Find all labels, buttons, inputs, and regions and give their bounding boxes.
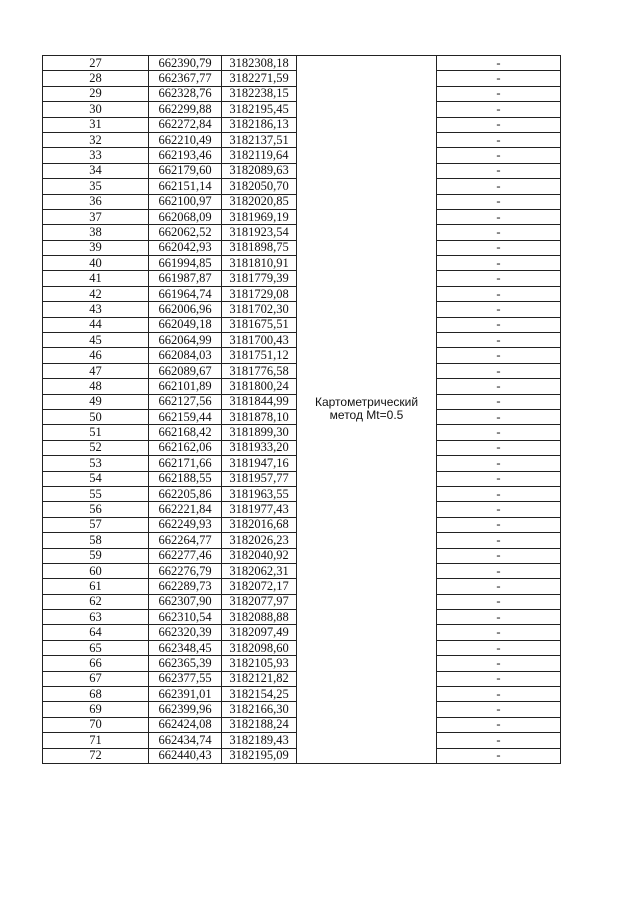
y-coordinate-cell: 3182062,31: [222, 563, 297, 578]
value-cell: -: [437, 440, 561, 455]
y-coordinate-cell: 3181751,12: [222, 348, 297, 363]
y-coordinate-cell: 3182154,25: [222, 687, 297, 702]
point-number-cell: 33: [43, 148, 149, 163]
x-coordinate-cell: 662365,39: [149, 656, 222, 671]
value-cell: -: [437, 425, 561, 440]
x-coordinate-cell: 662205,86: [149, 486, 222, 501]
point-number-cell: 27: [43, 56, 149, 71]
x-coordinate-cell: 662064,99: [149, 333, 222, 348]
point-number-cell: 49: [43, 394, 149, 409]
value-cell: -: [437, 625, 561, 640]
point-number-cell: 48: [43, 379, 149, 394]
y-coordinate-cell: 3182089,63: [222, 163, 297, 178]
value-cell: -: [437, 86, 561, 101]
point-number-cell: 59: [43, 548, 149, 563]
value-cell: -: [437, 348, 561, 363]
value-cell: -: [437, 656, 561, 671]
value-cell: -: [437, 194, 561, 209]
y-coordinate-cell: 3182188,24: [222, 717, 297, 732]
x-coordinate-cell: 662320,39: [149, 625, 222, 640]
point-number-cell: 71: [43, 733, 149, 748]
y-coordinate-cell: 3181776,58: [222, 363, 297, 378]
point-number-cell: 56: [43, 502, 149, 517]
point-number-cell: 52: [43, 440, 149, 455]
value-cell: -: [437, 209, 561, 224]
x-coordinate-cell: 662391,01: [149, 687, 222, 702]
value-cell: -: [437, 717, 561, 732]
table-body: [43, 56, 561, 764]
point-number-cell: 57: [43, 517, 149, 532]
y-coordinate-cell: 3182026,23: [222, 533, 297, 548]
y-coordinate-cell: 3181933,20: [222, 440, 297, 455]
x-coordinate-cell: 661994,85: [149, 256, 222, 271]
point-number-cell: 66: [43, 656, 149, 671]
value-cell: -: [437, 579, 561, 594]
point-number-cell: 69: [43, 702, 149, 717]
point-number-cell: 55: [43, 486, 149, 501]
value-cell: -: [437, 225, 561, 240]
value-cell: -: [437, 594, 561, 609]
point-number-cell: 50: [43, 409, 149, 424]
point-number-cell: 42: [43, 286, 149, 301]
y-coordinate-cell: 3181700,43: [222, 333, 297, 348]
y-coordinate-cell: 3182238,15: [222, 86, 297, 101]
point-number-cell: 30: [43, 102, 149, 117]
point-number-cell: 43: [43, 302, 149, 317]
x-coordinate-cell: 662277,46: [149, 548, 222, 563]
value-cell: -: [437, 671, 561, 686]
x-coordinate-cell: 662221,84: [149, 502, 222, 517]
point-number-cell: 70: [43, 717, 149, 732]
value-cell: -: [437, 179, 561, 194]
point-number-cell: 47: [43, 363, 149, 378]
point-number-cell: 53: [43, 456, 149, 471]
value-cell: -: [437, 317, 561, 332]
y-coordinate-cell: 3181779,39: [222, 271, 297, 286]
value-cell: -: [437, 240, 561, 255]
y-coordinate-cell: 3182137,51: [222, 132, 297, 147]
y-coordinate-cell: 3182166,30: [222, 702, 297, 717]
value-cell: -: [437, 733, 561, 748]
point-number-cell: 31: [43, 117, 149, 132]
x-coordinate-cell: 662089,67: [149, 363, 222, 378]
point-number-cell: 41: [43, 271, 149, 286]
y-coordinate-cell: 3182077,97: [222, 594, 297, 609]
point-number-cell: 35: [43, 179, 149, 194]
x-coordinate-cell: 662062,52: [149, 225, 222, 240]
value-cell: -: [437, 409, 561, 424]
y-coordinate-cell: 3181923,54: [222, 225, 297, 240]
value-cell: -: [437, 563, 561, 578]
point-number-cell: 45: [43, 333, 149, 348]
table-row: [43, 56, 561, 71]
x-coordinate-cell: 662179,60: [149, 163, 222, 178]
x-coordinate-cell: 661987,87: [149, 271, 222, 286]
point-number-cell: 72: [43, 748, 149, 763]
y-coordinate-cell: 3181977,43: [222, 502, 297, 517]
y-coordinate-cell: 3181810,91: [222, 256, 297, 271]
point-number-cell: 39: [43, 240, 149, 255]
y-coordinate-cell: 3182050,70: [222, 179, 297, 194]
point-number-cell: 60: [43, 563, 149, 578]
y-coordinate-cell: 3182072,17: [222, 579, 297, 594]
y-coordinate-cell: 3182195,09: [222, 748, 297, 763]
point-number-cell: 68: [43, 687, 149, 702]
y-coordinate-cell: 3182020,85: [222, 194, 297, 209]
point-number-cell: 67: [43, 671, 149, 686]
y-coordinate-cell: 3182308,18: [222, 56, 297, 71]
point-number-cell: 65: [43, 640, 149, 655]
y-coordinate-cell: 3182040,92: [222, 548, 297, 563]
point-number-cell: 51: [43, 425, 149, 440]
point-number-cell: 32: [43, 132, 149, 147]
y-coordinate-cell: 3181800,24: [222, 379, 297, 394]
value-cell: -: [437, 610, 561, 625]
y-coordinate-cell: 3182119,64: [222, 148, 297, 163]
y-coordinate-cell: 3181963,55: [222, 486, 297, 501]
x-coordinate-cell: 662084,03: [149, 348, 222, 363]
y-coordinate-cell: 3181729,08: [222, 286, 297, 301]
y-coordinate-cell: 3181969,19: [222, 209, 297, 224]
y-coordinate-cell: 3181844,99: [222, 394, 297, 409]
x-coordinate-cell: 662307,90: [149, 594, 222, 609]
x-coordinate-cell: 662210,49: [149, 132, 222, 147]
x-coordinate-cell: 662264,77: [149, 533, 222, 548]
value-cell: -: [437, 456, 561, 471]
point-number-cell: 28: [43, 71, 149, 86]
x-coordinate-cell: 662367,77: [149, 71, 222, 86]
y-coordinate-cell: 3181957,77: [222, 471, 297, 486]
x-coordinate-cell: 662159,44: [149, 409, 222, 424]
point-number-cell: 62: [43, 594, 149, 609]
x-coordinate-cell: 662068,09: [149, 209, 222, 224]
point-number-cell: 44: [43, 317, 149, 332]
x-coordinate-cell: 662299,88: [149, 102, 222, 117]
value-cell: -: [437, 471, 561, 486]
y-coordinate-cell: 3182195,45: [222, 102, 297, 117]
value-cell: -: [437, 302, 561, 317]
x-coordinate-cell: 662434,74: [149, 733, 222, 748]
value-cell: -: [437, 548, 561, 563]
y-coordinate-cell: 3181702,30: [222, 302, 297, 317]
x-coordinate-cell: 662289,73: [149, 579, 222, 594]
x-coordinate-cell: 662188,55: [149, 471, 222, 486]
y-coordinate-cell: 3181675,51: [222, 317, 297, 332]
point-number-cell: 36: [43, 194, 149, 209]
value-cell: -: [437, 148, 561, 163]
value-cell: -: [437, 71, 561, 86]
value-cell: -: [437, 271, 561, 286]
x-coordinate-cell: 662310,54: [149, 610, 222, 625]
x-coordinate-cell: 662193,46: [149, 148, 222, 163]
point-number-cell: 46: [43, 348, 149, 363]
x-coordinate-cell: 662042,93: [149, 240, 222, 255]
value-cell: -: [437, 748, 561, 763]
y-coordinate-cell: 3181878,10: [222, 409, 297, 424]
value-cell: -: [437, 640, 561, 655]
point-number-cell: 38: [43, 225, 149, 240]
x-coordinate-cell: 662249,93: [149, 517, 222, 532]
y-coordinate-cell: 3182186,13: [222, 117, 297, 132]
value-cell: -: [437, 517, 561, 532]
x-coordinate-cell: 662276,79: [149, 563, 222, 578]
x-coordinate-cell: 662168,42: [149, 425, 222, 440]
x-coordinate-cell: 662440,43: [149, 748, 222, 763]
method-cell: Картометрический метод Mt=0.5: [297, 56, 437, 764]
point-number-cell: 61: [43, 579, 149, 594]
point-number-cell: 37: [43, 209, 149, 224]
y-coordinate-cell: 3182105,93: [222, 656, 297, 671]
x-coordinate-cell: 662348,45: [149, 640, 222, 655]
value-cell: -: [437, 363, 561, 378]
value-cell: -: [437, 702, 561, 717]
value-cell: -: [437, 117, 561, 132]
x-coordinate-cell: 662127,56: [149, 394, 222, 409]
value-cell: -: [437, 533, 561, 548]
value-cell: -: [437, 286, 561, 301]
y-coordinate-cell: 3182016,68: [222, 517, 297, 532]
value-cell: -: [437, 132, 561, 147]
x-coordinate-cell: 662162,06: [149, 440, 222, 455]
x-coordinate-cell: 662399,96: [149, 702, 222, 717]
y-coordinate-cell: 3182189,43: [222, 733, 297, 748]
x-coordinate-cell: 662272,84: [149, 117, 222, 132]
value-cell: -: [437, 394, 561, 409]
value-cell: -: [437, 502, 561, 517]
value-cell: -: [437, 379, 561, 394]
x-coordinate-cell: 662390,79: [149, 56, 222, 71]
value-cell: -: [437, 163, 561, 178]
y-coordinate-cell: 3182097,49: [222, 625, 297, 640]
y-coordinate-cell: 3182098,60: [222, 640, 297, 655]
x-coordinate-cell: 661964,74: [149, 286, 222, 301]
point-number-cell: 64: [43, 625, 149, 640]
x-coordinate-cell: 662049,18: [149, 317, 222, 332]
point-number-cell: 40: [43, 256, 149, 271]
value-cell: -: [437, 102, 561, 117]
x-coordinate-cell: 662006,96: [149, 302, 222, 317]
y-coordinate-cell: 3181898,75: [222, 240, 297, 255]
y-coordinate-cell: 3182088,88: [222, 610, 297, 625]
x-coordinate-cell: 662100,97: [149, 194, 222, 209]
y-coordinate-cell: 3181947,16: [222, 456, 297, 471]
x-coordinate-cell: 662424,08: [149, 717, 222, 732]
y-coordinate-cell: 3182271,59: [222, 71, 297, 86]
point-number-cell: 58: [43, 533, 149, 548]
value-cell: -: [437, 256, 561, 271]
point-number-cell: 54: [43, 471, 149, 486]
y-coordinate-cell: 3181899,30: [222, 425, 297, 440]
x-coordinate-cell: 662151,14: [149, 179, 222, 194]
x-coordinate-cell: 662377,55: [149, 671, 222, 686]
y-coordinate-cell: 3182121,82: [222, 671, 297, 686]
point-number-cell: 63: [43, 610, 149, 625]
value-cell: -: [437, 687, 561, 702]
value-cell: -: [437, 486, 561, 501]
value-cell: -: [437, 56, 561, 71]
coordinates-table: [42, 55, 561, 764]
point-number-cell: 29: [43, 86, 149, 101]
x-coordinate-cell: 662171,66: [149, 456, 222, 471]
x-coordinate-cell: 662101,89: [149, 379, 222, 394]
value-cell: -: [437, 333, 561, 348]
x-coordinate-cell: 662328,76: [149, 86, 222, 101]
point-number-cell: 34: [43, 163, 149, 178]
